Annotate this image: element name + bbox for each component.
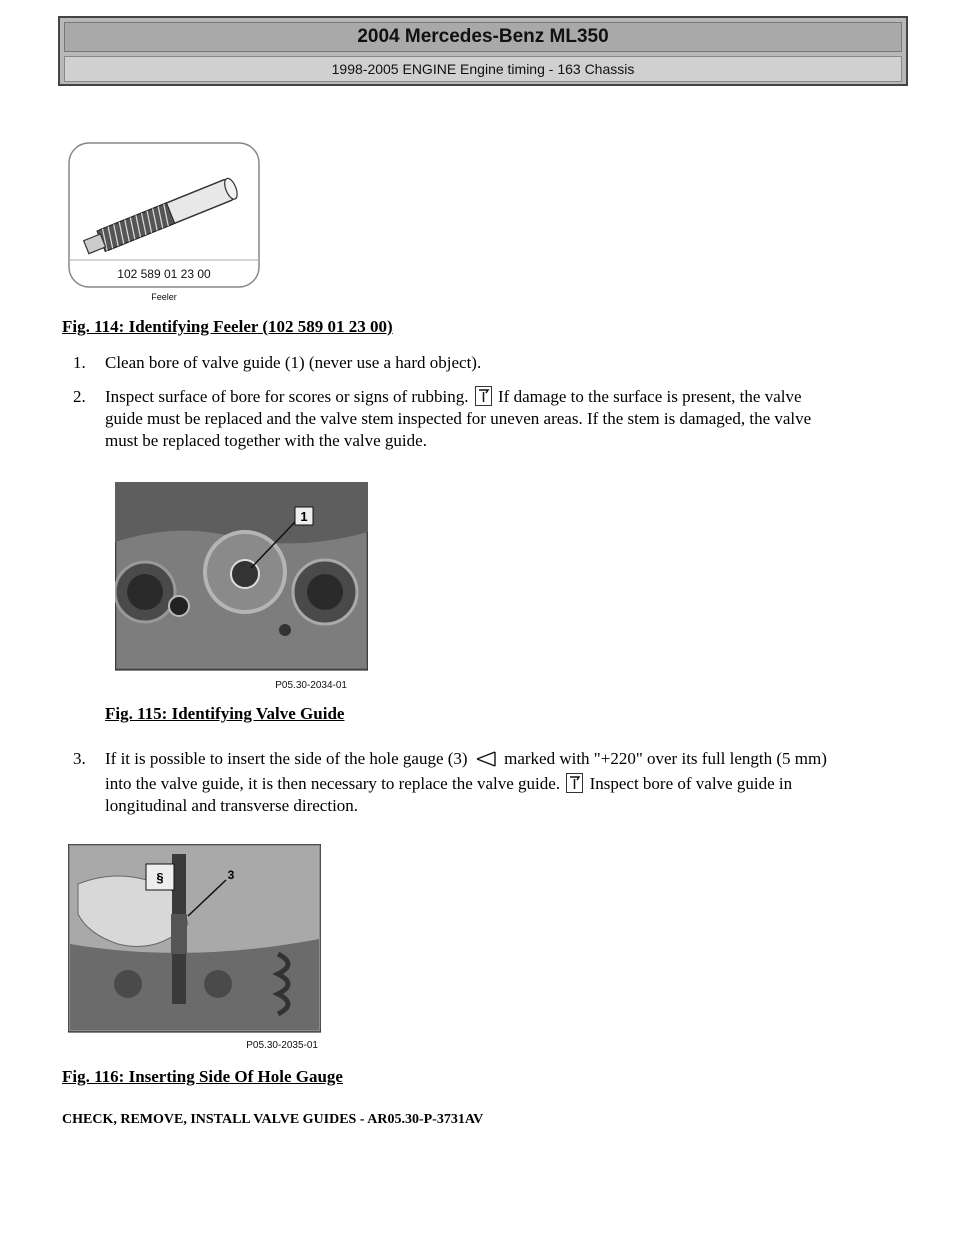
step-number: 1.	[73, 353, 86, 372]
figure-115-caption: Fig. 115: Identifying Valve Guide	[105, 704, 345, 723]
feeler-tool-illustration	[66, 140, 262, 304]
step-text-part: Inspect bore of valve guide in	[589, 774, 793, 793]
figure-115-image	[115, 482, 368, 692]
svg-text:§: §	[156, 870, 164, 885]
step-text-line: longitudinal and transverse direction.	[105, 796, 359, 815]
step-number: 2.	[73, 387, 86, 406]
figure-code-label: P05.30-2034-01	[275, 680, 347, 691]
figure-code-label: P05.30-2035-01	[246, 1040, 318, 1051]
step-1	[73, 352, 933, 374]
step-text-line: guide must be replaced and the valve stem inspected for uneven areas. If the stem is damaged, the valve	[105, 409, 812, 428]
figure-114-image	[66, 140, 262, 304]
step-text-part: into the valve guide, it is then necessary to replace the valve guide.	[105, 774, 561, 793]
step-2	[73, 386, 933, 456]
step-text-part: If damage to the surface is present, the valve	[498, 387, 802, 406]
tool-name-label: Feeler	[151, 292, 177, 302]
step-number: 3.	[73, 749, 86, 768]
tool-code-label: 102 589 01 23 00	[117, 267, 211, 281]
step-text-part: If it is possible to insert the side of the hole gauge (3)	[105, 749, 468, 768]
figure-114-caption: Fig. 114: Identifying Feeler (102 589 01 23 00)	[62, 317, 393, 336]
figure-116-image	[68, 844, 321, 1056]
document-subtitle: 1998-2005 ENGINE Engine timing - 163 Chassis	[64, 56, 902, 82]
step-text-part: Inspect surface of bore for scores or signs of rubbing.	[105, 387, 469, 406]
caliper-icon	[475, 751, 497, 773]
step-text-part: marked with "+220" over its full length (5 mm)	[504, 749, 827, 768]
step-text-line: must be replaced together with the valve guide.	[105, 431, 427, 450]
note-icon	[566, 773, 583, 793]
document-header	[58, 16, 908, 86]
document-title: 2004 Mercedes-Benz ML350	[64, 22, 902, 52]
step-3	[73, 748, 943, 818]
callout-label: 3	[227, 868, 235, 882]
callout-label: 1	[300, 509, 308, 524]
section-heading: CHECK, REMOVE, INSTALL VALVE GUIDES - AR05.30-P-3731AV	[62, 1112, 484, 1127]
figure-116-caption: Fig. 116: Inserting Side Of Hole Gauge	[62, 1067, 343, 1086]
step-text: Clean bore of valve guide (1) (never use a hard object).	[105, 353, 482, 372]
note-icon	[475, 386, 492, 406]
